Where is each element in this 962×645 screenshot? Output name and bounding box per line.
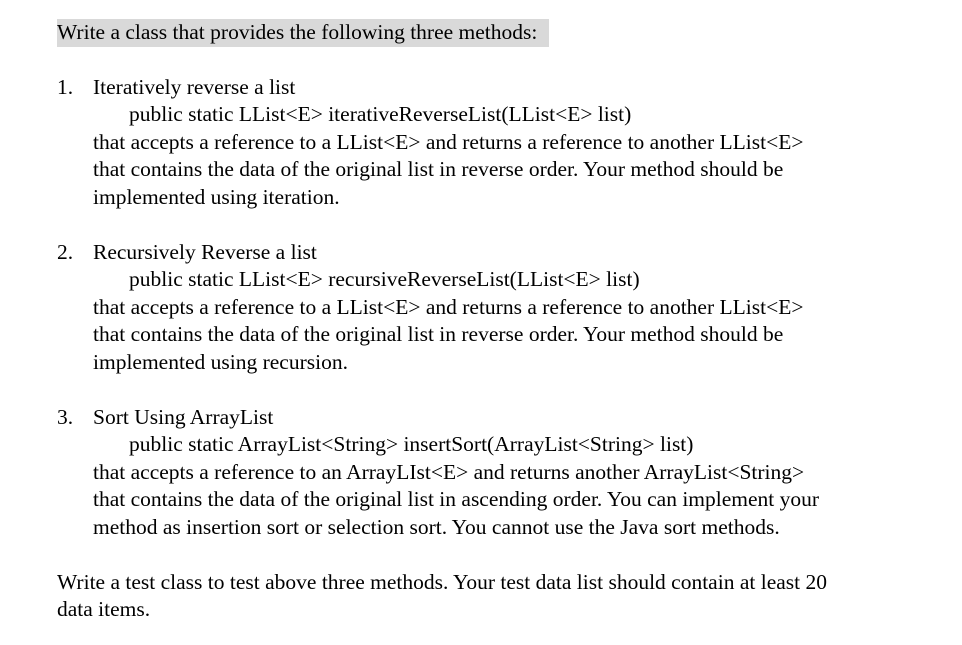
item-description-line: that accepts a reference to a LList<E> and returns a reference to another LList<E> <box>93 129 804 154</box>
item-description-line: that accepts a reference to a LList<E> and returns a reference to another LList<E> <box>93 294 804 319</box>
item-description-line: implemented using iteration. <box>93 184 340 209</box>
item-number: 1. <box>57 74 74 99</box>
footer-line: Write a test class to test above three methods. Your test data list should contain at least 20 <box>57 569 827 594</box>
item-number: 2. <box>57 239 74 264</box>
list-item-insert-sort <box>57 404 952 542</box>
test-instructions <box>57 569 952 624</box>
item-description-line: method as insertion sort or selection sort. You cannot use the Java sort methods. <box>93 514 780 539</box>
item-description-line: that contains the data of the original list in ascending order. You can implement your <box>93 487 820 511</box>
method-signature: public static LList<E> iterativeReverseList(LList<E> list) <box>129 102 632 126</box>
item-description-line: that accepts a reference to an ArrayLIst<E> and returns another ArrayList<String> <box>93 459 805 484</box>
method-signature: public static LList<E> recursiveReverseList(LList<E> list) <box>129 267 640 291</box>
item-description-line: implemented using recursion. <box>93 349 348 374</box>
item-number: 3. <box>57 404 74 429</box>
methods-list <box>57 74 952 542</box>
list-item-recursive-reverse <box>57 239 952 377</box>
list-item-iterative-reverse <box>57 74 952 212</box>
method-signature: public static ArrayList<String> insertSort(ArrayList<String> list) <box>129 432 694 456</box>
item-description-line: that contains the data of the original list in reverse order. Your method should be <box>93 322 784 346</box>
item-title: Sort Using ArrayList <box>93 404 274 429</box>
footer-line: data items. <box>57 597 151 621</box>
item-description-line: that contains the data of the original list in reverse order. Your method should be <box>93 157 784 181</box>
item-title: Iteratively reverse a list <box>93 74 296 99</box>
assignment-document <box>57 19 952 624</box>
document-heading: Write a class that provides the following three methods: <box>57 19 549 47</box>
item-title: Recursively Reverse a list <box>93 239 317 264</box>
